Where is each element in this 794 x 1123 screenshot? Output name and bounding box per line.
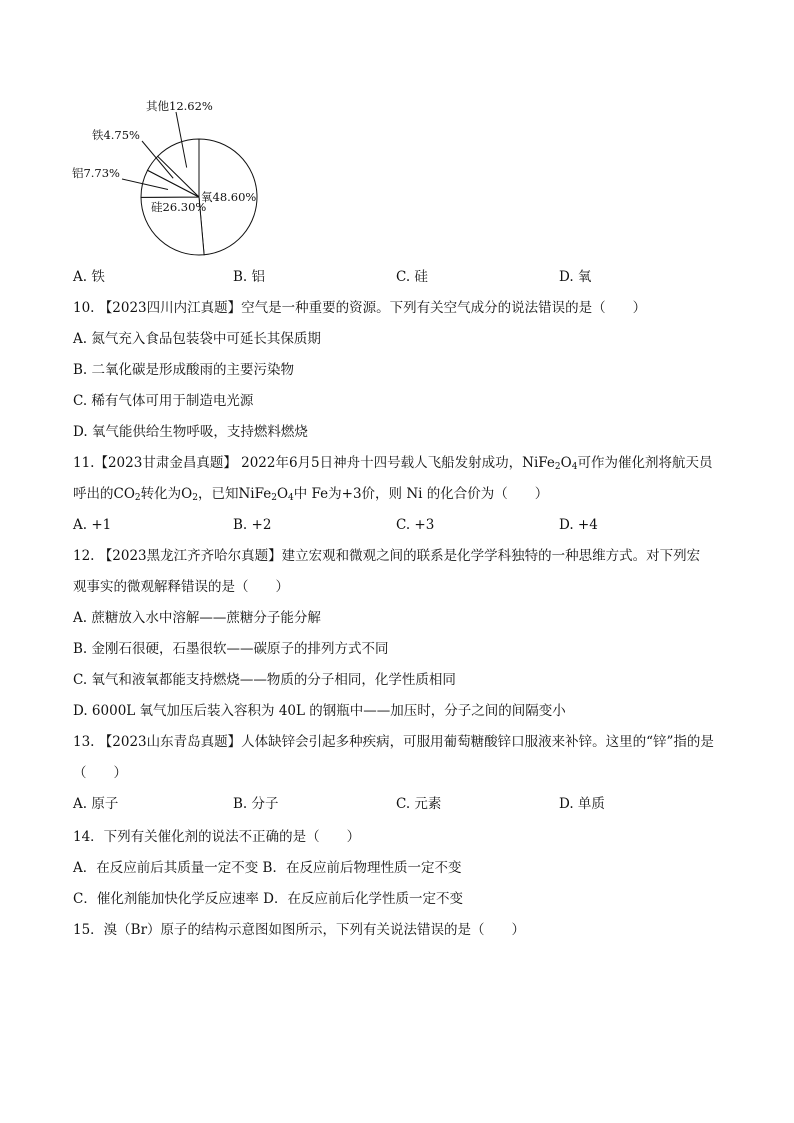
q13-option-b[interactable]: B. 分子 (233, 796, 279, 812)
q11-option-c[interactable]: C. +3 (396, 517, 435, 533)
q12-stem-line1: 12. 【2023黑龙江齐齐哈尔真题】建立宏观和微观之间的联系是化学学科独特的一种思维方式。对下列宏 (73, 548, 701, 564)
q11-formula-nife2o4 (522, 455, 577, 471)
q11-stem2-text-c: ，已知 (197, 486, 239, 502)
q9-option-c[interactable]: C. 硅 (396, 269, 428, 285)
q10-option-a[interactable]: A. 氮气充入食品包装袋中可延长其保质期 (73, 331, 321, 347)
pie-label-5: 其他12.62% (146, 99, 213, 113)
q13-option-a[interactable]: A. 原子 (73, 796, 119, 812)
q9-option-d[interactable]: D. 氧 (559, 269, 592, 285)
q14-stem: 14．下列有关催化剂的说法不正确的是（ ） (73, 829, 361, 845)
q14-options-line2[interactable]: C．催化剂能加快化学反应速率 D．在反应前后化学性质一定不变 (73, 891, 463, 907)
pie-label-4: 铁4.75% (91, 128, 140, 142)
formula-part: NiFe (522, 455, 555, 471)
pie-label-2: 硅26.30% (151, 200, 207, 214)
formula-part: NiFe (238, 486, 272, 502)
q11-formula-co2 (114, 486, 141, 502)
q14-options-line1[interactable]: A．在反应前后其质量一定不变 B．在反应前后物理性质一定不变 (73, 860, 462, 876)
crust-element-pie-chart (66, 96, 276, 260)
q11-stem2-text-a: 呼出的 (73, 486, 114, 502)
formula-subscript: 2 (134, 493, 141, 503)
q11-option-a[interactable]: A. +1 (73, 517, 112, 533)
q13-option-d[interactable]: D. 单质 (559, 796, 605, 812)
q9-option-b[interactable]: B. 铝 (233, 269, 266, 285)
q11-stem-line2 (73, 485, 548, 503)
q11-stem2-text-b: 转化为 (140, 486, 182, 502)
q10-option-b[interactable]: B. 二氧化碳是形成酸雨的主要污染物 (73, 362, 295, 378)
q12-option-b[interactable]: B. 金刚石很硬，石墨很软——碳原子的排列方式不同 (73, 641, 389, 657)
q12-stem-line2: 观事实的微观解释错误的是（ ） (73, 579, 289, 595)
pie-chart-svg (66, 96, 276, 260)
formula-subscript: 4 (571, 462, 578, 472)
pie-label-3: 铝7.73% (71, 166, 120, 180)
q11-option-b[interactable]: B. +2 (233, 517, 272, 533)
q11-formula-o2 (181, 486, 198, 502)
q15-stem: 15．溴（Br）原子的结构示意图如图所示，下列有关说法错误的是（ ） (73, 922, 526, 938)
formula-subscript: 4 (288, 493, 294, 503)
formula-part: O (181, 486, 193, 502)
pie-label-1: 氧48.60% (201, 190, 257, 204)
q10-stem: 10. 【2023四川内江真题】空气是一种重要的资源。下列有关空气成分的说法错误的是（ ） (73, 300, 647, 316)
q13-stem-line1: 13. 【2023山东青岛真题】人体缺锌会引起多种疾病，可服用葡萄糖酸锌口服液来补锌。这里的“锌”指的是 (73, 734, 714, 750)
q11-stem-text-a: 11.【2023甘肃金昌真题】 2022年6月5日神舟十四号载人飞船发射成功， (73, 455, 523, 471)
q11-stem2-text-d: 中 Fe为+3价，则 Ni 的化合价为（ ） (293, 486, 549, 502)
q12-option-c[interactable]: C. 氧气和液氧都能支持燃烧——物质的分子相同，化学性质相同 (73, 672, 456, 688)
q12-option-d[interactable]: D. 6000L 氧气加压后装入容积为 40L 的钢瓶中——加压时，分子之间的间隔变小 (73, 703, 566, 719)
q12-option-a[interactable]: A. 蔗糖放入水中溶解——蔗糖分子能分解 (73, 610, 321, 626)
q13-stem-line2: （ ） (73, 765, 127, 781)
q11-stem-text-b: 可作为催化剂将航天员 (577, 455, 713, 471)
formula-part: O (276, 486, 289, 502)
q11-option-d[interactable]: D. +4 (559, 517, 598, 533)
formula-subscript: 2 (554, 462, 561, 472)
formula-subscript: 2 (271, 493, 277, 503)
formula-part: O (560, 455, 572, 471)
q11-formula-nife2o4-2 (238, 486, 293, 502)
q13-option-c[interactable]: C. 元素 (396, 796, 442, 812)
formula-subscript: 2 (192, 493, 198, 503)
q10-option-c[interactable]: C. 稀有气体可用于制造电光源 (73, 393, 254, 409)
formula-part: CO (113, 486, 135, 502)
q9-option-a[interactable]: A. 铁 (73, 269, 105, 285)
q11-stem-line1 (73, 454, 712, 472)
q10-option-d[interactable]: D. 氧气能供给生物呼吸，支持燃料燃烧 (73, 424, 308, 440)
